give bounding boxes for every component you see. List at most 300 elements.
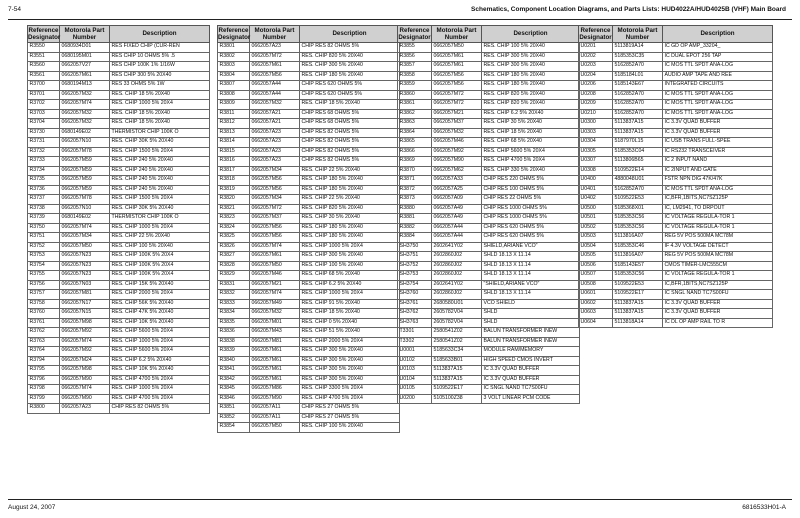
description-cell: CHIP RES 82 OHMS 5%: [300, 138, 400, 148]
part-number-cell: 0662057M92: [60, 328, 110, 338]
description-cell: RES. CHIP 240 5% 20X40: [110, 157, 210, 167]
description-cell: RES. CHIP 300 5% 20X40: [300, 366, 400, 376]
part-number-cell: 5162852A70: [613, 90, 663, 100]
table-row: [579, 62, 773, 72]
ref-designator-cell: R3835: [218, 318, 250, 328]
part-number-cell: 5162852A70: [613, 100, 663, 110]
description-cell: HIGH SPEED CMOS INVERT: [482, 356, 580, 366]
part-number-cell: 5162852A70: [613, 185, 663, 195]
table-row: [218, 81, 400, 91]
part-number-cell: 5185353C56: [613, 271, 663, 281]
description-cell: RES. CHIP 18 5% 20X40: [110, 90, 210, 100]
table-row: [579, 204, 773, 214]
part-number-cell: 0662057M50: [250, 423, 300, 433]
part-number-cell: 0662057A25: [432, 185, 482, 195]
part-number-cell: 0662057A44: [432, 233, 482, 243]
description-cell: RES. CHIP 1000 5% 20X4: [110, 385, 210, 395]
table-row: [398, 147, 580, 157]
part-number-cell: 0662057N23: [60, 261, 110, 271]
part-number-cell: 0662057M61: [60, 71, 110, 81]
description-cell: RES. CHIP 330 5% 20X40: [482, 166, 580, 176]
header-ref-designator: Reference Designator: [579, 26, 612, 41]
table-row: [218, 176, 400, 186]
description-cell: IC 2 INPUT NAND: [663, 157, 773, 167]
description-cell: RES. CHIP 1500 5% 20X4: [110, 195, 210, 205]
description-cell: CHIP RES 82 OHMS 5%: [300, 128, 400, 138]
description-cell: RES. CHIP 18 5% 20X40: [110, 109, 210, 119]
part-number-cell: 0662057M56: [250, 71, 300, 81]
part-number-cell: 5113818A14: [613, 318, 663, 328]
description-cell: RES. CHIP 6.2 5% 20X40: [300, 280, 400, 290]
description-cell: IC 3.3V QUAD BUFFER: [663, 119, 773, 129]
description-cell: AUDIO AMP TAPE AND REE: [663, 71, 773, 81]
description-cell: CHIP RES 620 OHMS 5%: [482, 223, 580, 233]
table-row: [28, 62, 210, 72]
description-cell: RES. CHIP 10K 5% 20X40: [110, 366, 210, 376]
ref-designator-cell: U0210: [579, 109, 613, 119]
ref-designator-cell: R3761: [28, 318, 60, 328]
description-cell: RES. CHIP 0 5% 20X40: [300, 318, 400, 328]
description-cell: RES. CHIP 100K 5% 20X4: [110, 252, 210, 262]
ref-designator-cell: U0304: [579, 138, 613, 148]
part-number-cell: 4880048U01: [613, 176, 663, 186]
table-row: [28, 366, 210, 376]
part-number-cell: 0662057M92: [432, 147, 482, 157]
table-row: [28, 347, 210, 357]
ref-designator-cell: U0603: [579, 309, 613, 319]
ref-designator-cell: R3811: [218, 109, 250, 119]
description-cell: BALUN TRANSFORMER INEW: [482, 337, 580, 347]
description-cell: IC 3.3V QUAD BUFFER: [482, 366, 580, 376]
description-cell: CHIP RES 68 OHMS 5%: [300, 119, 400, 129]
table-row: [579, 271, 773, 281]
table-row: [218, 394, 400, 404]
description-cell: RES. CHIP 4700 5% 20X4: [482, 157, 580, 167]
ref-designator-cell: R3816: [218, 157, 250, 167]
description-cell: RES. CHIP 91 5% 20X40: [300, 299, 400, 309]
part-number-cell: 0662057N10: [60, 204, 110, 214]
part-number-cell: 0662057M01: [250, 318, 300, 328]
ref-designator-cell: R3881: [398, 214, 432, 224]
description-cell: RES. CHIP 820 5% 20X40: [482, 90, 580, 100]
table-row: [28, 100, 210, 110]
part-number-cell: 0662057A23: [250, 147, 300, 157]
description-cell: MODULE RAM/MEMORY: [482, 347, 580, 357]
part-number-cell: 5113837A15: [613, 309, 663, 319]
part-number-cell: 5185353C35: [613, 52, 663, 62]
header-description: Description: [482, 26, 580, 43]
header-part-number: Motorola Part Number: [60, 26, 110, 43]
header-ref-designator: Reference Designator: [398, 26, 431, 41]
ref-designator-cell: SH3750: [398, 242, 432, 252]
table-row: [28, 375, 210, 385]
part-number-cell: 5109522E53: [613, 280, 663, 290]
part-number-cell: 0662057M61: [432, 62, 482, 72]
part-number-cell: 0662057M74: [60, 385, 110, 395]
table-row: [28, 52, 210, 62]
description-cell: CHIP RES 22 OHMS 5%: [482, 195, 580, 205]
ref-designator-cell: SH3754: [398, 280, 432, 290]
ref-designator-cell: R3852: [218, 413, 250, 423]
part-number-cell: 2602860J02: [432, 290, 482, 300]
ref-designator-cell: U0402: [579, 195, 613, 205]
description-cell: RES. CHIP 100 5% 20X40: [300, 423, 400, 433]
part-number-cell: 0662057M56: [250, 185, 300, 195]
part-number-cell: 0662057M46: [250, 271, 300, 281]
table-row: [398, 261, 580, 271]
table-row: [579, 242, 773, 252]
ref-designator-cell: R3841: [218, 366, 250, 376]
ref-designator-cell: R3827: [218, 252, 250, 262]
ref-designator-cell: SH3753: [398, 271, 432, 281]
table-row: [218, 43, 400, 53]
description-cell: RES. CHIP 180 5% 20X40: [300, 71, 400, 81]
ref-designator-cell: R3731: [28, 138, 60, 148]
ref-designator-cell: R3751: [28, 233, 60, 243]
description-cell: REG 5V POS 500MA MC78M: [663, 252, 773, 262]
table-row: [398, 195, 580, 205]
description-cell: CHIP RES 27 OHMS 5%: [300, 404, 400, 414]
part-number-cell: 0662057M59: [60, 176, 110, 186]
table-row: [579, 90, 773, 100]
description-cell: VCO SHIELD: [482, 299, 580, 309]
ref-designator-cell: SH3763: [398, 318, 432, 328]
part-number-cell: 0662057A23: [250, 157, 300, 167]
ref-designator-cell: R3862: [398, 109, 432, 119]
table-row: [398, 318, 580, 328]
part-number-cell: 0662057M46: [432, 138, 482, 148]
part-number-cell: 0662057M61: [250, 252, 300, 262]
part-number-cell: 0662057M74: [250, 242, 300, 252]
part-number-cell: 0662057M61: [250, 62, 300, 72]
ref-designator-cell: R3860: [398, 90, 432, 100]
part-number-cell: 5113837A15: [613, 128, 663, 138]
part-number-cell: 5185143E57: [613, 261, 663, 271]
ref-designator-cell: R3732: [28, 147, 60, 157]
ref-designator-cell: R3804: [218, 71, 250, 81]
ref-designator-cell: R3851: [218, 404, 250, 414]
ref-designator-cell: R3863: [398, 119, 432, 129]
ref-designator-cell: U0508: [579, 280, 613, 290]
table-row: [28, 299, 210, 309]
ref-designator-cell: R3856: [398, 52, 432, 62]
table-row: [398, 290, 580, 300]
table-row: [398, 233, 580, 243]
table-row: [398, 252, 580, 262]
description-cell: RES. CHIP 56K 5% 20X40: [110, 299, 210, 309]
header-part-number: Motorola Part Number: [250, 26, 300, 43]
ref-designator-cell: R3796: [28, 375, 60, 385]
table-row: [398, 385, 580, 395]
description-cell: REG 5V POS 500MA MC78M: [663, 233, 773, 243]
table-row: [579, 299, 773, 309]
part-number-cell: 0662057M59: [60, 185, 110, 195]
parts-table-column-4: [578, 25, 773, 328]
description-cell: CHIP RES 620 OHMS 5%: [482, 233, 580, 243]
ref-designator-cell: R3736: [28, 185, 60, 195]
ref-designator-cell: U0206: [579, 81, 613, 91]
description-cell: SHIELD,ARIANE VCO": [482, 242, 580, 252]
table-row: [398, 109, 580, 119]
table-row: [28, 185, 210, 195]
part-number-cell: 0662057A21: [250, 109, 300, 119]
part-number-cell: 0662057M90: [60, 394, 110, 404]
table-row: [398, 166, 580, 176]
table-row: [579, 214, 773, 224]
part-number-cell: 5185353C56: [613, 214, 663, 224]
description-cell: RES. CHIP 18 5% 20X40: [482, 128, 580, 138]
part-number-cell: 5113806B65: [613, 157, 663, 167]
part-number-cell: 0662057N17: [60, 299, 110, 309]
ref-designator-cell: R3752: [28, 242, 60, 252]
ref-designator-cell: R3795: [28, 366, 60, 376]
part-number-cell: 0662057A33: [432, 176, 482, 186]
part-number-cell: 0662057M37: [432, 119, 482, 129]
part-number-cell: 5109522E14: [613, 166, 663, 176]
description-cell: IC MOS TTL SPDT ANA-LOG: [663, 62, 773, 72]
description-cell: SHLD 18.13 X 11.14: [482, 271, 580, 281]
part-number-cell: 0680195M01: [60, 52, 110, 62]
description-cell: RES. CHIP 180 5% 20X40: [300, 185, 400, 195]
part-number-cell: 5109522E17: [613, 290, 663, 300]
description-cell: RES. CHIP 1000 5% 20X4: [300, 290, 400, 300]
ref-designator-cell: U0400: [579, 176, 613, 186]
description-cell: RES. CHIP 100K 5% 20X4: [110, 261, 210, 271]
table-row: [218, 90, 400, 100]
table-row: [28, 337, 210, 347]
ref-designator-cell: R3735: [28, 176, 60, 186]
description-cell: IC 3.3V QUAD BUFFER: [663, 309, 773, 319]
part-number-cell: 0662057A44: [250, 81, 300, 91]
table-row: [579, 309, 773, 319]
table-row: [398, 375, 580, 385]
ref-designator-cell: U0505: [579, 252, 613, 262]
table-row: [28, 71, 210, 81]
table-row: [28, 43, 210, 53]
description-cell: RES FIXED CHIP (CUR-REN: [110, 43, 210, 53]
part-number-cell: 0662057N23: [60, 252, 110, 262]
part-number-cell: 0662057A49: [432, 204, 482, 214]
part-number-cell: 0662057M50: [432, 43, 482, 53]
description-cell: RES. CHIP 300 5% 20X40: [300, 375, 400, 385]
part-number-cell: 0662057M81: [250, 337, 300, 347]
description-cell: RES. CHIP 5600 5% 20X4: [110, 347, 210, 357]
part-number-cell: 5187970L15: [613, 138, 663, 148]
description-cell: SHLD 18.13 X 11.14: [482, 290, 580, 300]
ref-designator-cell: R3869: [398, 157, 432, 167]
description-cell: CHIP RES 27 OHMS 5%: [300, 413, 400, 423]
table-row: [398, 90, 580, 100]
part-number-cell: 0662057A11: [250, 413, 300, 423]
description-cell: IC 3.3V QUAD BUFFER: [663, 128, 773, 138]
table-row: [218, 280, 400, 290]
ref-designator-cell: R3739: [28, 214, 60, 224]
ref-designator-cell: R3799: [28, 394, 60, 404]
part-number-cell: 0662057M72: [432, 100, 482, 110]
table-row: [218, 223, 400, 233]
header-description: Description: [110, 26, 210, 43]
table-row: [218, 195, 400, 205]
description-cell: CHIP RES 220 OHMS 5%: [482, 176, 580, 186]
part-number-cell: 5113816A07: [613, 233, 663, 243]
part-number-cell: 5113816A07: [613, 252, 663, 262]
table-row: [579, 166, 773, 176]
ref-designator-cell: R3561: [28, 71, 60, 81]
ref-designator-cell: R3859: [398, 81, 432, 91]
description-cell: RES. CHIP 15K 5% 20X40: [110, 280, 210, 290]
ref-designator-cell: R3803: [218, 62, 250, 72]
ref-designator-cell: U0204: [579, 71, 613, 81]
description-cell: RES. CHIP 180 5% 20X40: [482, 71, 580, 81]
ref-designator-cell: U0305: [579, 147, 613, 157]
part-number-cell: 0662057M59: [60, 157, 110, 167]
ref-designator-cell: U0303: [579, 128, 613, 138]
description-cell: SHLD: [482, 309, 580, 319]
header-ref-designator: Reference Designator: [28, 26, 61, 41]
table-row: [398, 185, 580, 195]
part-number-cell: 0662057M34: [250, 166, 300, 176]
ref-designator-cell: R3750: [28, 223, 60, 233]
description-cell: CHIP RES 82 OHMS 5%: [300, 157, 400, 167]
ref-designator-cell: R3823: [218, 214, 250, 224]
parts-table-column-2: [217, 25, 400, 433]
part-number-cell: 0662057M98: [60, 318, 110, 328]
table-row: [28, 385, 210, 395]
description-cell: RES. CHIP 4700 5% 20X4: [110, 394, 210, 404]
table-row: [28, 90, 210, 100]
ref-designator-cell: R3550: [28, 43, 60, 53]
ref-designator-cell: R3857: [398, 62, 432, 72]
part-number-cell: 0662057N23: [60, 271, 110, 281]
table-row: [579, 43, 773, 53]
part-number-cell: 0662057M21: [432, 109, 482, 119]
table-row: [218, 233, 400, 243]
table-row: [218, 318, 400, 328]
page-number: 7-54: [8, 6, 22, 13]
part-number-cell: 0662057M81: [60, 290, 110, 300]
ref-designator-cell: U0201: [579, 43, 613, 53]
ref-designator-cell: R3815: [218, 147, 250, 157]
part-number-cell: 0662057A23: [250, 138, 300, 148]
ref-designator-cell: R3880: [398, 204, 432, 214]
part-number-cell: 0662057M37: [250, 214, 300, 224]
description-cell: IC MOS TTL SPDT ANA-LOG: [663, 185, 773, 195]
description-cell: CHIP RES 620 OHMS 5%: [300, 90, 400, 100]
part-number-cell: 5113819A14: [613, 43, 663, 53]
part-number-cell: 5185633B01: [432, 356, 482, 366]
part-number-cell: 2602860J02: [432, 261, 482, 271]
description-cell: RES. CHIP 51 5% 20X40: [300, 328, 400, 338]
part-number-cell: 0662057M34: [250, 195, 300, 205]
part-number-cell: 0662057A11: [250, 404, 300, 414]
description-cell: RES. CHIP 30K 5% 20X40: [110, 138, 210, 148]
table-row: [579, 157, 773, 167]
part-number-cell: 5185353C56: [613, 223, 663, 233]
ref-designator-cell: R3866: [398, 147, 432, 157]
ref-designator-cell: U0001: [398, 347, 432, 357]
description-cell: RES. CHIP 18 5% 20X40: [300, 309, 400, 319]
part-number-cell: 0662057M74: [60, 100, 110, 110]
description-cell: RES. CHIP 100 5% 20X40: [482, 43, 580, 53]
description-cell: IC VOLTAGE REGULA-TOR 1: [663, 223, 773, 233]
table-row: [218, 242, 400, 252]
table-row: [579, 176, 773, 186]
description-cell: RES. CHIP 5600 5% 20X4: [110, 328, 210, 338]
ref-designator-cell: U0102: [398, 356, 432, 366]
table-row: [579, 147, 773, 157]
table-row: [579, 261, 773, 271]
part-number-cell: 0662057N10: [60, 138, 110, 148]
table-row: [28, 242, 210, 252]
description-cell: IC RS232 TRANSCEIVER: [663, 147, 773, 157]
description-cell: RES. CHIP 6.2 5% 20X40: [482, 109, 580, 119]
part-number-cell: 2602641Y02: [432, 242, 482, 252]
description-cell: RES. CHIP 10K 5% 20X40: [110, 318, 210, 328]
part-number-cell: 0662057A09: [432, 195, 482, 205]
ref-designator-cell: R3764: [28, 347, 60, 357]
description-cell: RES. CHIP 1000 5% 20X4: [300, 242, 400, 252]
part-number-cell: 5185353C04: [613, 147, 663, 157]
table-row: [398, 176, 580, 186]
part-number-cell: 5185633C34: [432, 347, 482, 357]
part-number-cell: 5113837A15: [432, 375, 482, 385]
table-row: [218, 385, 400, 395]
part-number-cell: 2602641Y02: [432, 280, 482, 290]
table-row: [579, 233, 773, 243]
part-number-cell: 0662057M90: [432, 157, 482, 167]
ref-designator-cell: U0504: [579, 242, 613, 252]
ref-designator-cell: U0105: [398, 385, 432, 395]
table-row: [218, 128, 400, 138]
table-row: [28, 252, 210, 262]
table-row: [218, 423, 400, 433]
description-cell: RES 33 OHMS 5% 1W: [110, 81, 210, 91]
table-row: [398, 81, 580, 91]
table-row: [218, 271, 400, 281]
part-number-cell: 0662057A44: [250, 90, 300, 100]
table-row: [28, 356, 210, 366]
table-row: [579, 100, 773, 110]
description-cell: RES. CHIP 300 5% 20X40: [300, 62, 400, 72]
part-number-cell: 0662057M56: [250, 176, 300, 186]
description-cell: CHIP RES 100 OHMS 5%: [482, 185, 580, 195]
table-row: [398, 138, 580, 148]
ref-designator-cell: R3870: [398, 166, 432, 176]
table-row: [579, 223, 773, 233]
description-cell: RES. CHIP 100 5% 20X40: [300, 261, 400, 271]
table-row: [218, 252, 400, 262]
part-number-cell: 0662057M24: [60, 356, 110, 366]
part-number-cell: 2605782V04: [432, 309, 482, 319]
ref-designator-cell: U0307: [579, 157, 613, 167]
table-row: [398, 309, 580, 319]
part-number-cell: 0662057M32: [250, 309, 300, 319]
ref-designator-cell: SH3760: [398, 290, 432, 300]
ref-designator-cell: R3701: [28, 90, 60, 100]
part-number-cell: 0662057V27: [60, 62, 110, 72]
ref-designator-cell: R3809: [218, 100, 250, 110]
part-number-cell: 0662057M61: [432, 52, 482, 62]
part-number-cell: 0680149E02: [60, 128, 110, 138]
part-number-cell: 0662057N03: [60, 280, 110, 290]
part-number-cell: 2580541Z02: [432, 328, 482, 338]
description-cell: RES. CHIP 300 5% 20X40: [300, 252, 400, 262]
ref-designator-cell: R3845: [218, 385, 250, 395]
description-cell: RES. CHIP 820 5% 20X40: [482, 100, 580, 110]
description-cell: IC VOLTAGE REGULA-TOR 1: [663, 271, 773, 281]
part-number-cell: 0662057M50: [60, 242, 110, 252]
ref-designator-cell: U0503: [579, 233, 613, 243]
